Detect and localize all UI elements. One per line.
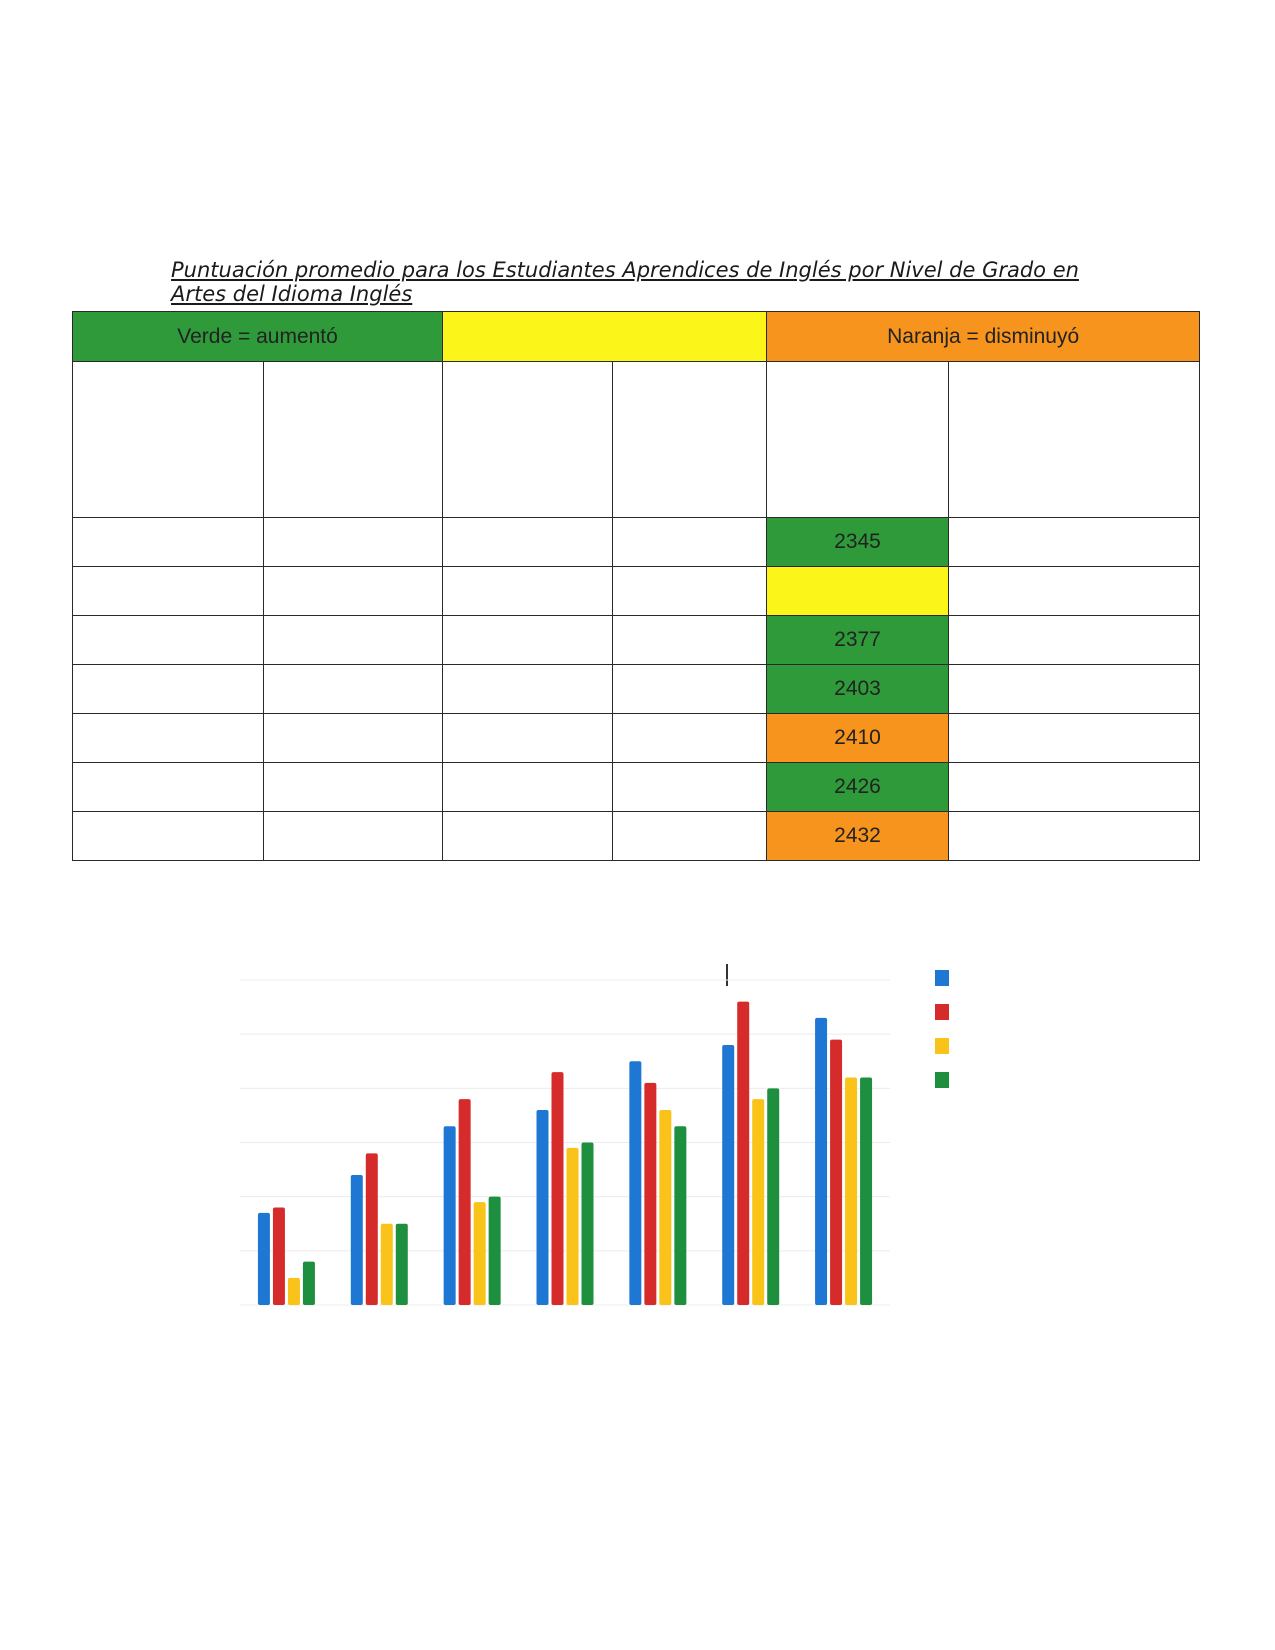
- table-row: [73, 812, 1200, 861]
- bar: [489, 1197, 501, 1305]
- score-cell: 2345: [767, 518, 948, 567]
- score-table-sheet: [72, 311, 1200, 861]
- score-cell: 2403: [767, 665, 948, 714]
- bar: [674, 1126, 686, 1305]
- score-cell: 2410: [767, 714, 948, 763]
- bar: [644, 1083, 656, 1305]
- table-row: [73, 567, 1200, 616]
- bar: [537, 1110, 549, 1305]
- bar: [659, 1110, 671, 1305]
- score-table: [72, 311, 1200, 861]
- bar: [552, 1072, 564, 1305]
- bar: [582, 1143, 594, 1306]
- bar: [366, 1153, 378, 1305]
- bar: [845, 1078, 857, 1306]
- bar: [273, 1208, 285, 1306]
- table-title: [171, 258, 1131, 306]
- bar: [567, 1148, 579, 1305]
- bar: [381, 1224, 393, 1305]
- header-cell: [73, 362, 264, 518]
- legend-swatch: [935, 1038, 949, 1054]
- bar: [629, 1061, 641, 1305]
- header-cell: [443, 362, 613, 518]
- legend-green-cell: [73, 312, 443, 362]
- header-cell: [767, 362, 948, 518]
- bar: [459, 1099, 471, 1305]
- bar: [351, 1175, 363, 1305]
- legend-swatch: [935, 1004, 949, 1020]
- header-cell: [263, 362, 442, 518]
- score-cell: 2432: [767, 812, 948, 861]
- bar: [396, 1224, 408, 1305]
- table-title-line1: Puntuación promedio para los Estudiantes Aprendices de Inglés por Nivel de Grado en: [171, 258, 1079, 282]
- table-row: [73, 714, 1200, 763]
- header-cell: [613, 362, 767, 518]
- legend-swatch: [935, 1072, 949, 1088]
- legend-green-label: Verde = aumentó: [177, 324, 338, 348]
- header-cell: [948, 362, 1199, 518]
- legend-row: [73, 312, 1200, 362]
- bar: [815, 1018, 827, 1305]
- table-title-line2: Artes del Idioma Inglés: [171, 282, 413, 306]
- score-cell: [767, 567, 948, 616]
- legend-orange-cell: [767, 312, 1200, 362]
- bar-chart: [200, 960, 1100, 1410]
- table-row: [73, 518, 1200, 567]
- legend-swatch: [935, 970, 949, 986]
- legend-orange-label: Naranja = disminuyó: [887, 324, 1080, 348]
- bar: [737, 1002, 749, 1305]
- bar: [767, 1088, 779, 1305]
- table-row: [73, 665, 1200, 714]
- table-row: [73, 616, 1200, 665]
- table-row: [73, 763, 1200, 812]
- bar: [303, 1262, 315, 1305]
- score-cell: 2377: [767, 616, 948, 665]
- score-cell: 2426: [767, 763, 948, 812]
- bar: [258, 1213, 270, 1305]
- bar: [722, 1045, 734, 1305]
- bar: [444, 1126, 456, 1305]
- bar: [474, 1202, 486, 1305]
- header-row: [73, 362, 1200, 518]
- legend-yellow-cell: [443, 312, 767, 362]
- bar: [752, 1099, 764, 1305]
- bar: [288, 1278, 300, 1305]
- bar: [860, 1078, 872, 1306]
- bar-chart-svg: [200, 960, 1100, 1410]
- bar: [830, 1040, 842, 1305]
